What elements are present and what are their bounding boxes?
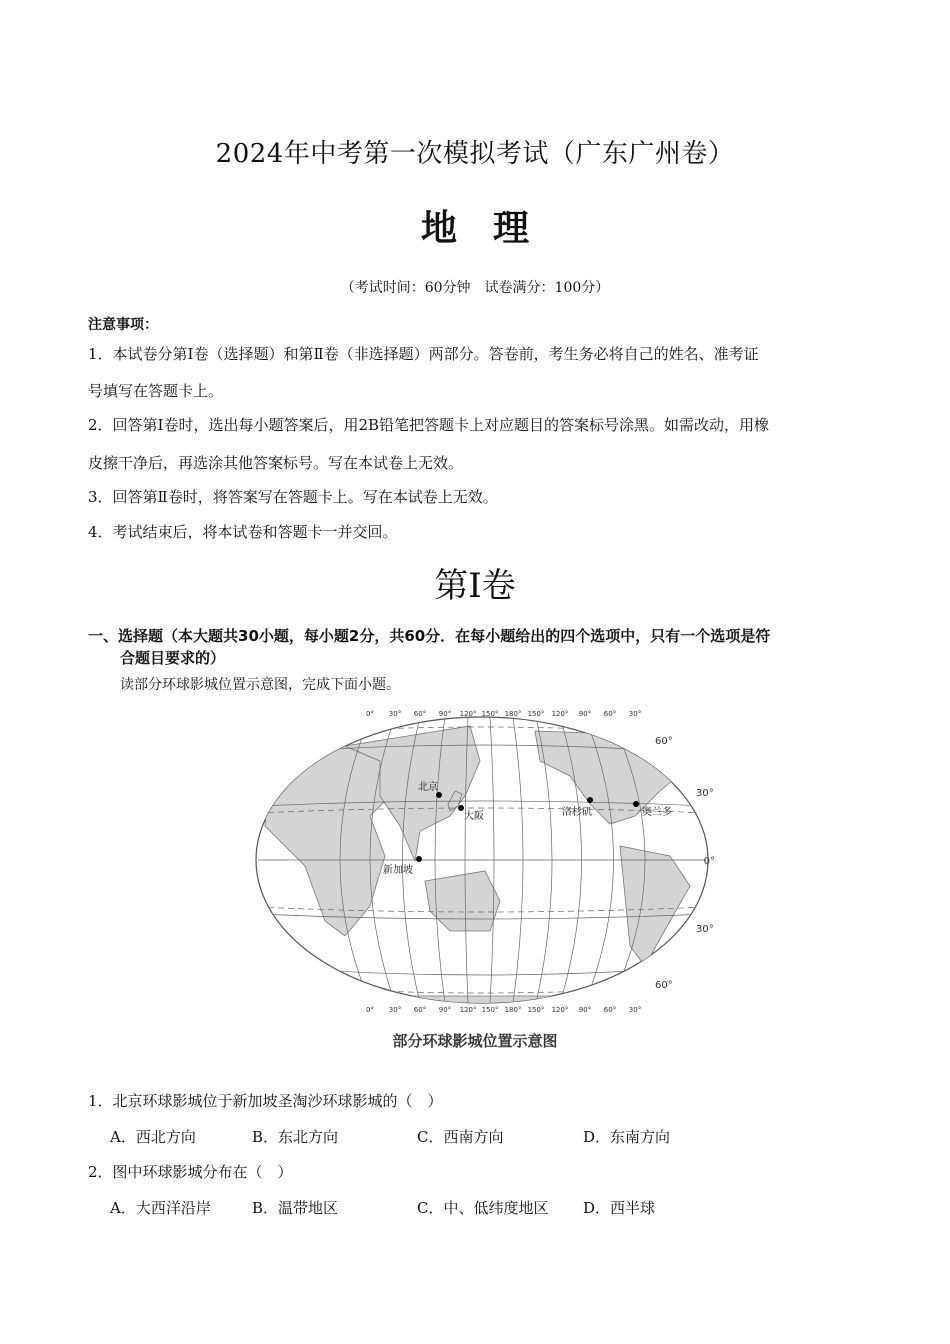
question-2-stem: 2．图中环球影城分布在（ ） [88, 1163, 293, 1181]
longitude-label: 90° [438, 1006, 452, 1014]
latitude-label: 60° [655, 980, 673, 991]
exam-info: （考试时间：60分钟 试卷满分：100分） [340, 280, 610, 296]
singapore-marker [416, 856, 422, 862]
los-angeles-marker [587, 797, 593, 803]
question-1-stem: 1．北京环球影城位于新加坡圣淘沙环球影城的（ ） [88, 1092, 443, 1110]
longitude-label: 0° [366, 1006, 374, 1014]
orlando-label: 奥兰多 [642, 807, 672, 818]
question-2-option-d[interactable]: D．西半球 [583, 1199, 656, 1217]
mcq-heading [88, 625, 878, 669]
singapore-label: 新加坡 [383, 865, 413, 876]
longitude-label: 30° [388, 1006, 402, 1014]
orlando-marker [633, 801, 639, 807]
question-1-option-a[interactable]: A．西北方向 [110, 1128, 196, 1146]
longitude-label: 60° [413, 1006, 427, 1014]
section-title: 第Ⅰ卷 [434, 566, 516, 606]
longitude-label: 120° [551, 710, 569, 718]
longitude-label: 90° [438, 710, 452, 718]
question-1-option-c[interactable]: C．西南方向 [417, 1128, 504, 1146]
latitude-label: 60° [655, 736, 673, 747]
longitude-label: 60° [413, 710, 427, 718]
latitude-label: 0° [703, 856, 715, 867]
beijing-label: 北京 [418, 782, 438, 793]
notice-line: 号填写在答题卡上。 [88, 382, 224, 400]
notice-line: 皮擦干净后，再选涂其他答案标号。写在本试卷上无效。 [88, 454, 464, 472]
mcq-heading-line1: 一、选择题（本大题共30小题，每小题2分，共60分．在每小题给出的四个选项中，只有一个选项是符 [88, 627, 771, 645]
bottom-longitude-labels [366, 1006, 641, 1014]
latitude-label: 30° [696, 924, 714, 935]
notice-line: 4．考试结束后，将本试卷和答题卡一并交回。 [88, 523, 398, 541]
notice-line: 3．回答第Ⅱ卷时，将答案写在答题卡上。写在本试卷上无效。 [88, 488, 498, 506]
longitude-label: 90° [578, 1006, 592, 1014]
exam-title: 2024年中考第一次模拟考试（广东广州卷） [215, 139, 735, 169]
notice-heading: 注意事项： [88, 317, 158, 333]
question-instruction: 读部分环球影城位置示意图，完成下面小题。 [120, 677, 400, 693]
longitude-label: 120° [551, 1006, 569, 1014]
longitude-label: 120° [459, 710, 477, 718]
question-2-option-c[interactable]: C．中、低纬度地区 [417, 1199, 549, 1217]
mcq-heading-line2: 合题目要求的） [120, 649, 226, 667]
question-1-option-d[interactable]: D．东南方向 [583, 1128, 671, 1146]
longitude-label: 150° [481, 710, 499, 718]
los-angeles-label: 洛杉矶 [562, 807, 592, 818]
longitude-label: 150° [481, 1006, 499, 1014]
longitude-label: 90° [578, 710, 592, 718]
longitude-label: 0° [366, 710, 374, 718]
notice-line: 2．回答第Ⅰ卷时，选出每小题答案后，用2B铅笔把答题卡上对应题目的答案标号涂黑。如需改动，用橡 [88, 416, 770, 434]
world-map-figure [250, 706, 720, 1026]
top-longitude-labels [366, 710, 641, 718]
longitude-label: 120° [459, 1006, 477, 1014]
osaka-label: 大阪 [464, 811, 484, 822]
question-2-option-b[interactable]: B．温带地区 [252, 1199, 339, 1217]
longitude-label: 30° [628, 1006, 642, 1014]
longitude-label: 150° [527, 1006, 545, 1014]
longitude-label: 30° [628, 710, 642, 718]
subject-title: 地 理 [420, 208, 529, 249]
latitude-label: 30° [696, 788, 714, 799]
map-caption: 部分环球影城位置示意图 [392, 1032, 558, 1050]
longitude-label: 60° [603, 710, 617, 718]
longitude-label: 180° [504, 1006, 522, 1014]
longitude-label: 30° [388, 710, 402, 718]
question-2-option-a[interactable]: A．大西洋沿岸 [110, 1199, 211, 1217]
world-map [250, 706, 720, 1026]
question-1-option-b[interactable]: B．东北方向 [252, 1128, 339, 1146]
longitude-label: 150° [527, 710, 545, 718]
longitude-label: 180° [504, 710, 522, 718]
notice-line: 1．本试卷分第Ⅰ卷（选择题）和第Ⅱ卷（非选择题）两部分。答卷前，考生务必将自己的姓名、准考证 [88, 345, 759, 363]
longitude-label: 60° [603, 1006, 617, 1014]
